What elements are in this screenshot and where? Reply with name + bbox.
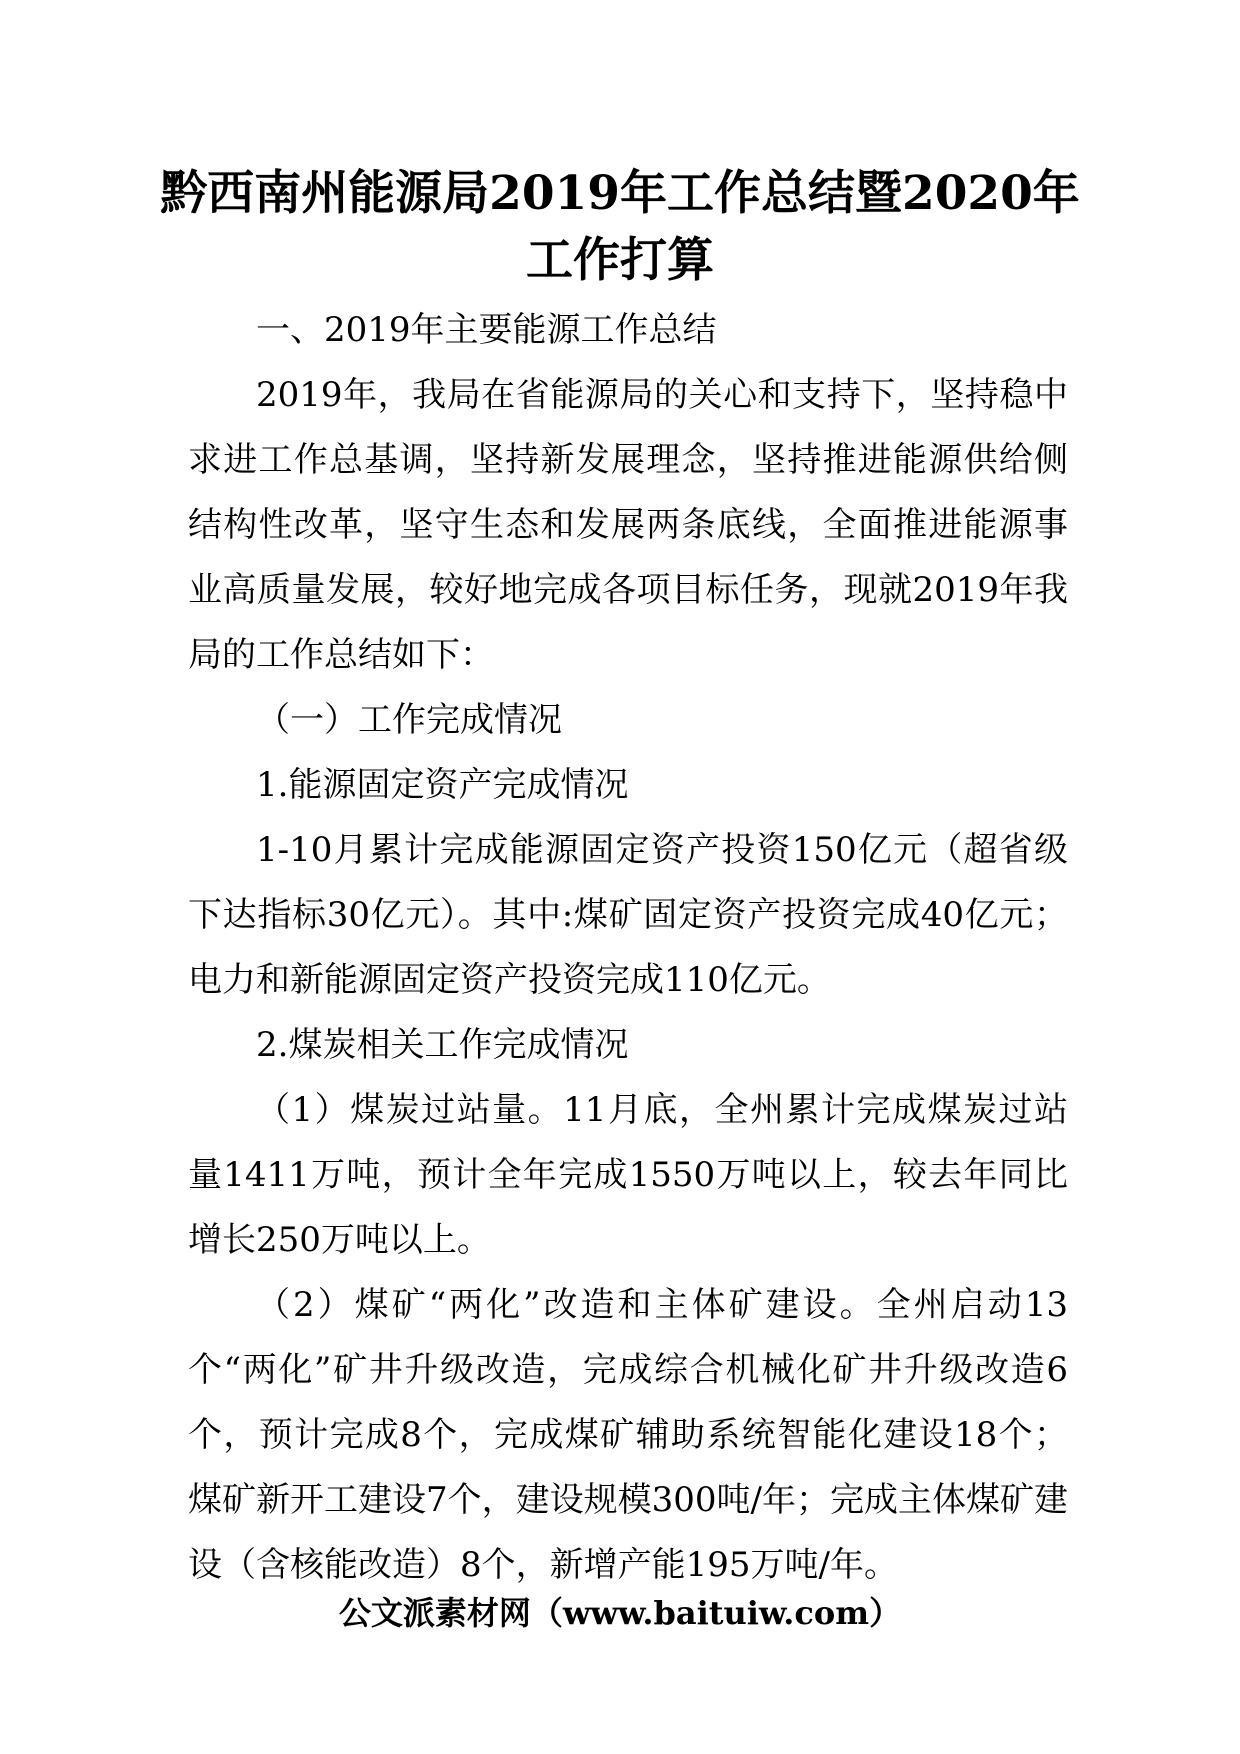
subsection-heading: （一）工作完成情况	[256, 700, 562, 740]
section-heading: 一、2019年主要能源工作总结	[256, 310, 717, 350]
document-title	[150, 160, 1090, 294]
paragraph-coal-volume: （1）煤炭过站量。11月底，全州累计完成煤炭过站量1411万吨，预计全年完成1550万吨以上，较去年同比增长250万吨以上。	[188, 1090, 1068, 1260]
document-body	[188, 298, 1068, 1598]
footer-watermark: 公文派素材网（www.baituiw.com）	[338, 1594, 902, 1632]
item-heading-2: 2.煤炭相关工作完成情况	[256, 1025, 629, 1065]
title-line-1: 黔西南州能源局2019年工作总结暨2020年	[160, 166, 1080, 221]
paragraph-coal-mines: （2）煤矿“两化”改造和主体矿建设。全州启动13个“两化”矿井升级改造，完成综合机械化矿井升级改造6个，预计完成8个，完成煤矿辅助系统智能化建设18个；煤矿新开工建设7个，建设规模300吨/年；完成主体煤矿建设（含核能改造）8个，新增产能195万吨/年。	[188, 1285, 1068, 1585]
title-line-2: 工作打算	[526, 233, 714, 288]
item-heading-1: 1.能源固定资产完成情况	[256, 765, 629, 805]
paragraph-investment: 1-10月累计完成能源固定资产投资150亿元（超省级下达指标30亿元）。其中:煤矿固定资产投资完成40亿元；电力和新能源固定资产投资完成110亿元。	[188, 830, 1068, 1000]
paragraph-intro: 2019年，我局在省能源局的关心和支持下，坚持稳中求进工作总基调，坚持新发展理念，坚持推进能源供给侧结构性改革，坚守生态和发展两条底线，全面推进能源事业高质量发展，较好地完成各项目标任务，现就2019年我局的工作总结如下：	[188, 375, 1068, 675]
